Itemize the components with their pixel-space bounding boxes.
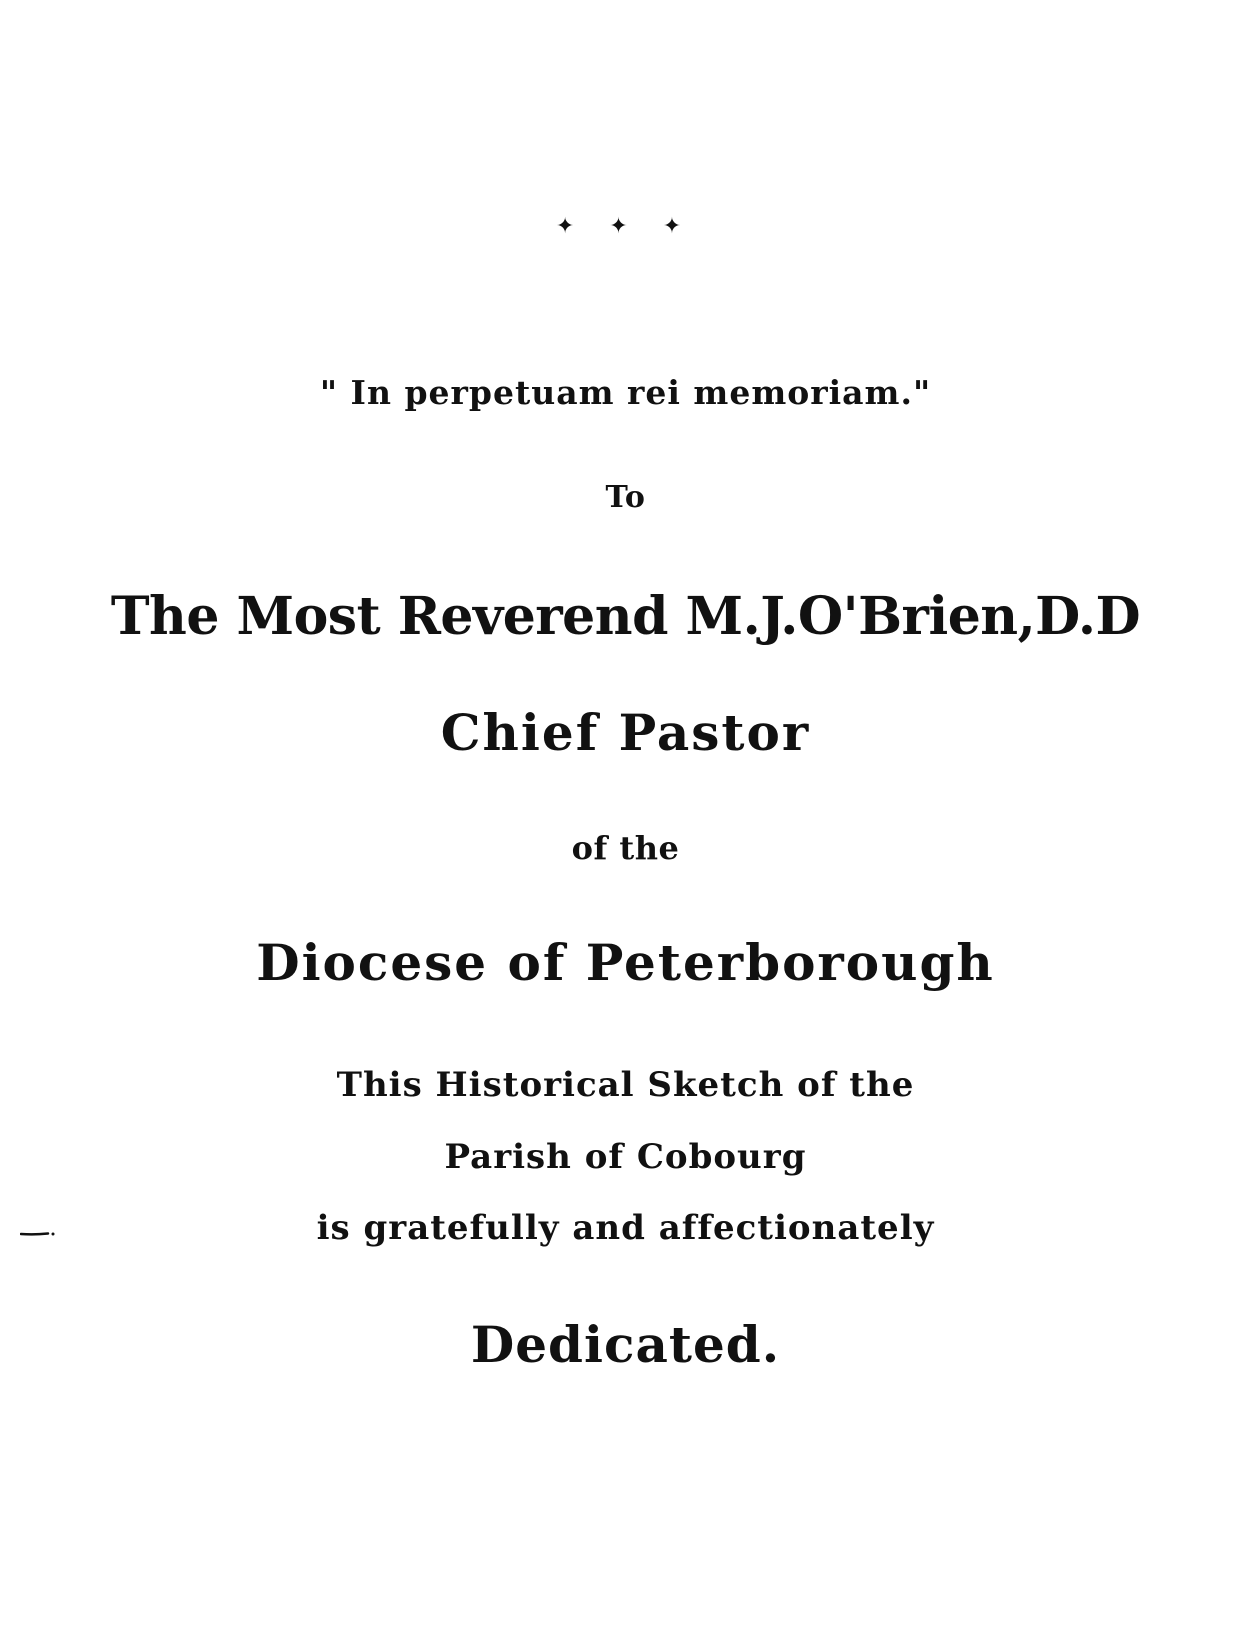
dedicated-closing: Dedicated. [470, 1315, 781, 1374]
of-the-line: of the [571, 829, 680, 867]
to-line: To [605, 480, 646, 515]
ornament-diamonds: ✦ ✦ ✦ [555, 214, 696, 239]
margin-stray-mark [20, 1232, 56, 1236]
dedication-line-3: is gratefully and affectionately [316, 1208, 935, 1248]
latin-motto: " In perpetuam rei memoriam." [319, 373, 932, 412]
dedicatee-name: The Most Reverend M.J.O'Brien,D.D [110, 586, 1141, 647]
diocese-name: Diocese of Peterborough [256, 933, 995, 992]
dedication-line-2: Parish of Cobourg [444, 1137, 807, 1177]
dedicatee-title: Chief Pastor [440, 703, 811, 762]
dedication-line-1: This Historical Sketch of the [336, 1065, 915, 1105]
